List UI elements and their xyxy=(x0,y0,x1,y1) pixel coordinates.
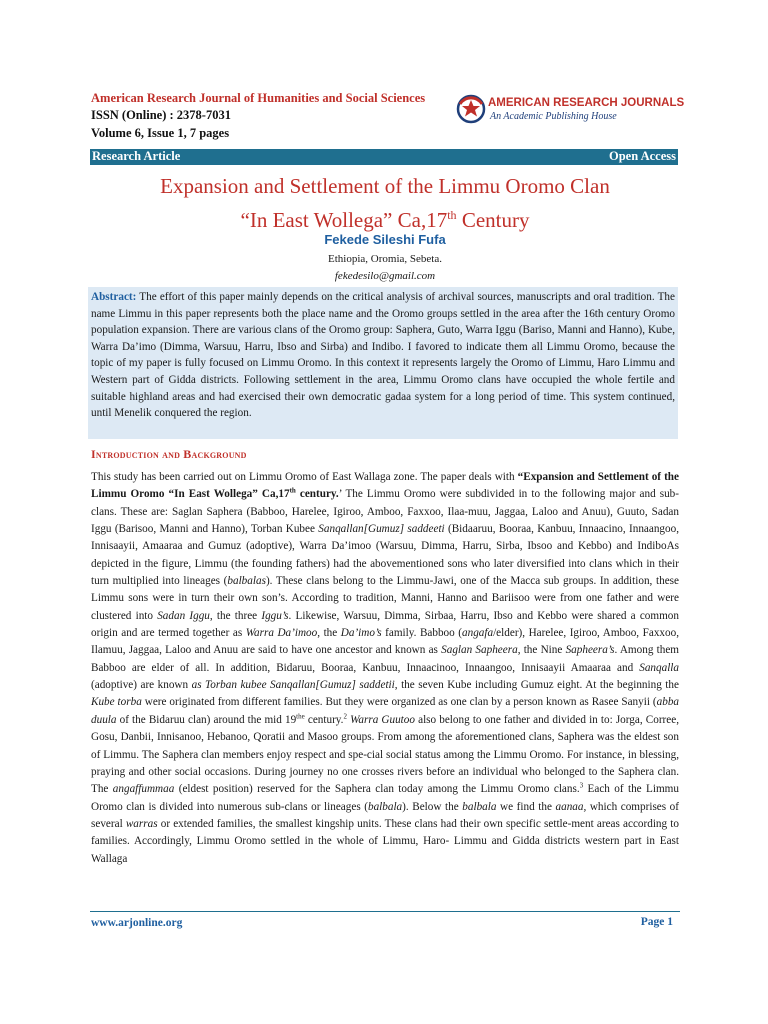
title-line-2: “In East Wollega” Ca,17th Century xyxy=(240,208,530,232)
footer-website-link[interactable]: www.arjonline.org xyxy=(91,917,183,929)
logo-tagline: An Academic Publishing House xyxy=(490,111,617,122)
section-heading: Introduction and Background xyxy=(91,447,247,461)
author-name: Fekede Sileshi Fufa xyxy=(324,232,446,247)
publisher-logo xyxy=(456,92,686,128)
title-line-1: Expansion and Settlement of the Limmu Oromo Clan xyxy=(160,174,610,198)
paper-title xyxy=(90,172,680,235)
author-affiliation: Ethiopia, Oromia, Sebeta. xyxy=(328,253,442,265)
access-type: Open Access xyxy=(608,149,676,163)
volume-info: Volume 6, Issue 1, 7 pages xyxy=(91,126,230,140)
abstract-box xyxy=(88,287,678,439)
page-number: Page 1 xyxy=(640,916,673,928)
footer-divider xyxy=(90,911,680,912)
star-logo-icon xyxy=(456,92,486,126)
article-type: Research Article xyxy=(92,149,181,163)
author-email[interactable]: fekedesilo@gmail.com xyxy=(334,270,436,282)
journal-name: American Research Journal of Humanities and Social Sciences xyxy=(91,91,426,105)
logo-title: AMERICAN RESEARCH JOURNALS xyxy=(488,97,685,109)
body-paragraph: This study has been carried out on Limmu Oromo of East Wallaga zone. The paper deals with “Expansion and Settlement of the Limmu Oromo “In East Wollega” Ca,17th century.’ The Limmu Oromo were subdivided in to the following major and sub-clans. These are: Saglan Saphera (Babboo, Harelee, Igiroo, Amboo, Faxxoo, Ilaa-muu, Jaggaa, Laloo and Anuu), Guuto, Sadan Iggu (Barisoo, Manni and Hanno), Torban Kubee Sanqallan[Gumuz] saddeeti (Bidaaruu, Booraa, Kanbuu, Innaacino, Innaangoo, Innisaayii, Amaaraa and Gumuz (adoptive), Warra Da’imoo (Warsuu, Dimma, Harru, Sirba, Ibsoo and Kebbo) and IndiboAs depicted in the figure, Limmu (the founding fathers) had the abovementioned sons who later diversified into clans which in their turn multiplied into lineages (balbalas). These clans belong to the Limmu-Jawi, one of the Macca sub groups. In addition, these Limmu sons were in turn their own son’s. According to tradition, Manni, Hanno and Bariisoo were from one father and were clustered into Sadan Iggu, the three Iggu’s. Likewise, Warsuu, Dimma, Sirbaa, Harru, Ibso and Kebbo were shared a common origin and are termed together as Warra Da’imoo, the Da’imo’s family. Babboo (angafa/elder), Harelee, Igiroo, Amboo, Faxxoo, Ilamuu, Jaggaa, Laloo and Anuu are said to have one ancestor and known as Saglan Sapheera, the Nine Sapheera’s. Among them Babboo are elder of all. In addition, Bidaruu, Booraa, Kanbuu, Innaacinoo, Innaangoo, Innisaayii Amaaraa and Sanqalla (adoptive) are known as Torban kubee Sanqallan[Gumuz] saddetii, the seven Kube including Gumuz eight. At the beginning the Kube torba were originated from different families. But they were organized as one clan by a person known as Rasee Sanyii (abba duula of the Bidaruu clan) around the mid $19^{the}$ century.$^2$ Warra Guutoo also belong to one father and divided in to: Jorga, Corree, Gosu, Danbii, Innisanoo, Hebanoo, Qoratii and Masoo groups. From among the aforementioned clans, Saphera was the eldest son of Limmu. The Saphera clan members enjoy respect and spe-cial social status among the Limmu Oromo. For instance, in blessing, praying and other social occasions. During journey no one crosses rivers before an individual who belonged to the Saphera clan. The angaffummaa (eldest position) reserved for the Saphera clan today among the Limmu Oromo clans.$^3$ Each of the Limmu Oromo clan is divided into numerous sub-clans or lineages (balbala). Below the balbala we find the aanaa, which comprises of several warras or extended families, the smallest kingship units. These clans had their own specific settle-ment areas according to families. Accordingly, Limmu Oromo settled in the whole of Limmu, Haro- Limmu and Gidda districts western part in East Wallaga xyxy=(91,471,680,865)
abstract-label: Abstract: xyxy=(91,291,137,303)
issn: ISSN (Online) : 2378-7031 xyxy=(91,108,231,122)
article-banner xyxy=(90,149,678,165)
abstract-text: The effort of this paper mainly depends on the critical analysis of archival sources, manuscripts and oral tradition. The name Limmu in this paper represents both the place name and the Oromo groups settled in the area after the 16th century Oromo population expansion. There are various clans of the Oromo group: Saphera, Guto, Warra Iggu (Bariso, Manni and Hanno), Kube, Warra Da’imo (Dimma, Warsuu, Harru, Ibso and Sirba) and Indibo. I favored to indicate them all Limmu Oromo, because the topic of my paper is fully focused on Limmu Oromo. In this context it represents largely the Oromo of Limmu, Haro Limmu and Western part of Gidda districts. Following settlement in the area, Limmu Oromo clans have occupied the whole fertile and suitable highland areas and had exercised their own democratic gadaa system for a long period of time. This system continued, until Menelik conquered the region. xyxy=(91,291,675,420)
